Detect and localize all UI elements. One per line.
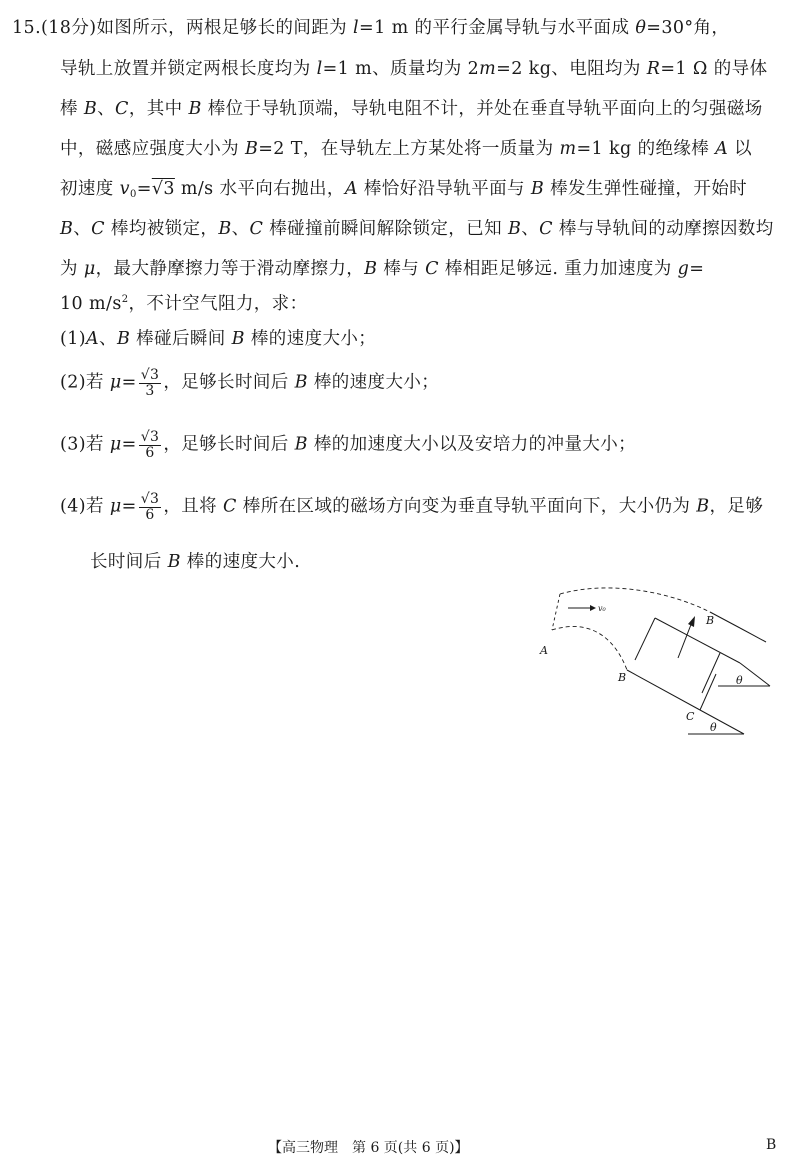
text-run: = xyxy=(136,179,152,199)
field-arrowhead xyxy=(688,616,695,627)
math-variable: μ xyxy=(109,372,122,393)
text-run: 棒均被锁定， xyxy=(104,219,219,239)
label-c-rod: C xyxy=(686,710,695,723)
math-variable: B xyxy=(696,496,710,517)
math-variable: R xyxy=(646,59,661,79)
math-variable: B xyxy=(530,179,545,199)
math-variable: m xyxy=(559,139,577,159)
incline-lower xyxy=(700,710,744,734)
math-variable: C xyxy=(115,99,129,119)
math-variable: C xyxy=(223,496,237,517)
text-run: 、 xyxy=(99,329,117,349)
text-run: =1 m、质量均为 2 xyxy=(322,59,480,79)
label-theta-top: θ xyxy=(736,674,743,687)
question-4-cont xyxy=(90,548,300,573)
question-4 xyxy=(60,492,763,522)
text-run: 0 xyxy=(129,189,137,200)
problem-line-6 xyxy=(60,255,704,280)
text-run: (3)若 xyxy=(60,434,110,455)
text-run: =1 Ω 的导体 xyxy=(660,59,768,79)
text-run: 棒相距足够远. 重力加速度为 xyxy=(438,259,678,279)
math-variable: B xyxy=(294,372,308,393)
math-variable: B xyxy=(60,219,74,239)
fraction-numerator: √3 xyxy=(140,429,160,445)
text-run: =30°角， xyxy=(646,18,730,38)
text-run: 棒碰撞前瞬间解除锁定，已知 xyxy=(263,219,508,239)
fraction-denominator: 6 xyxy=(145,444,155,461)
text-run: 棒所在区域的磁场方向变为垂直导轨平面向下，大小仍为 xyxy=(236,496,697,517)
math-variable: A xyxy=(344,179,358,199)
text-run: = xyxy=(121,372,137,393)
text-run: 棒恰好沿导轨平面与 xyxy=(357,179,531,199)
problem-line-7 xyxy=(60,290,307,315)
problem-line-2 xyxy=(60,95,763,120)
math-variable: C xyxy=(91,219,105,239)
math-variable: B xyxy=(294,434,308,455)
text-run: 棒位于导轨顶端，导轨电阻不计，并处在垂直导轨平面向上的匀强磁场 xyxy=(201,99,763,119)
question-2 xyxy=(60,368,439,398)
text-run: 为 xyxy=(60,259,84,279)
text-run: 棒的速度大小； xyxy=(307,372,440,393)
text-run: ，足够长时间后 xyxy=(163,434,295,455)
text-run: 棒的速度大小. xyxy=(180,552,301,572)
label-theta-bottom: θ xyxy=(710,721,717,734)
label-a: A xyxy=(540,644,548,657)
problem-number: 15. xyxy=(12,18,42,38)
text-run: =2 T，在导轨左上方某处将一质量为 xyxy=(258,139,560,159)
text-run: (2)若 xyxy=(60,372,110,393)
math-variable: m xyxy=(479,59,497,79)
rail-upper-mid xyxy=(655,618,740,663)
text-run: 、 xyxy=(231,219,250,239)
field-boundary-left xyxy=(635,618,655,660)
rails-diagram xyxy=(530,578,780,748)
math-variable: B xyxy=(167,552,181,572)
math-variable: B xyxy=(244,139,259,159)
text-run: 导轨上放置并锁定两根长度均为 xyxy=(60,59,317,79)
incline-upper xyxy=(740,663,770,686)
text-run: = xyxy=(121,434,137,455)
math-variable: θ xyxy=(635,18,647,38)
text-run: =1 m 的平行金属导轨与水平面成 xyxy=(359,18,636,38)
text-run: 棒 xyxy=(60,99,84,119)
text-run: 初速度 xyxy=(60,179,120,199)
text-run: ，最大静摩擦力等于滑动摩擦力， xyxy=(95,259,365,279)
math-variable: B xyxy=(507,219,522,239)
math-variable: C xyxy=(249,219,264,239)
label-b-rod: B xyxy=(618,671,627,684)
question-3 xyxy=(60,430,636,460)
text-run: (4)若 xyxy=(60,496,110,517)
label-b-field: B xyxy=(706,614,715,627)
math-variable: B xyxy=(116,329,131,349)
question-1 xyxy=(60,325,376,350)
text-run: m/s 水平向右抛出， xyxy=(174,179,345,199)
math-variable: μ xyxy=(109,496,122,517)
text-run: 、 xyxy=(521,219,540,239)
text-run: ，其中 xyxy=(128,99,189,119)
math-variable: A xyxy=(715,139,729,159)
math-variable: l xyxy=(316,59,323,79)
math-variable: l xyxy=(353,18,360,38)
text-run: 中，磁感应强度大小为 xyxy=(60,139,245,159)
math-variable: A xyxy=(86,329,100,349)
text-run: 以 xyxy=(728,139,753,159)
trajectory-lower xyxy=(552,626,627,670)
text-run: 棒碰后瞬间 xyxy=(130,329,232,349)
math-variable: g xyxy=(677,259,690,279)
text-run: 、 xyxy=(73,219,92,239)
text-run: ，足够长时间后 xyxy=(163,372,295,393)
text-run: 棒发生弹性碰撞，开始时 xyxy=(544,179,748,199)
text-run: =2 kg、电阻均为 xyxy=(496,59,647,79)
rail-lower xyxy=(627,670,700,710)
text-run: 棒的加速度大小以及安培力的冲量大小； xyxy=(307,434,637,455)
math-variable: B xyxy=(83,99,98,119)
text-run: 棒与导轨间的动摩擦因数均 xyxy=(552,219,774,239)
field-boundary-mid xyxy=(702,653,720,693)
text-run: √3 xyxy=(151,179,175,199)
fraction-numerator: √3 xyxy=(140,367,160,383)
fraction-denominator: 3 xyxy=(145,382,155,399)
page-footer: 【高三物理 第 6 页(共 6 页)】 xyxy=(268,1140,469,1156)
text-run: ，不计空气阻力，求： xyxy=(128,294,308,314)
text-run: 2 xyxy=(121,294,129,305)
math-variable: μ xyxy=(109,434,122,455)
trajectory-start xyxy=(552,594,560,630)
problem-line-1 xyxy=(60,55,767,80)
paper-version: B xyxy=(766,1137,777,1153)
text-run: 棒与 xyxy=(377,259,426,279)
text-run: ，足够 xyxy=(709,496,764,517)
text-run: ，且将 xyxy=(163,496,224,517)
math-variable: B xyxy=(364,259,378,279)
field-arrow xyxy=(678,622,692,658)
text-run: 长时间后 xyxy=(90,552,168,572)
problem-line-0 xyxy=(96,18,729,38)
fraction-numerator: √3 xyxy=(140,491,160,507)
problem-line-3 xyxy=(60,135,752,160)
label-v0: v₀ xyxy=(598,604,606,613)
fraction xyxy=(139,368,162,398)
math-variable: C xyxy=(539,219,553,239)
math-variable: B xyxy=(231,329,245,349)
problem-score: (18分) xyxy=(41,18,97,38)
rail-upper-ext xyxy=(740,628,766,642)
rail-upper xyxy=(710,612,740,628)
text-run: = xyxy=(121,496,137,517)
math-variable: μ xyxy=(83,259,96,279)
math-variable: v xyxy=(119,179,130,199)
text-run: 棒的速度大小； xyxy=(244,329,377,349)
text-run: (1) xyxy=(60,329,86,349)
v0-arrowhead xyxy=(590,605,596,611)
problem-line-5 xyxy=(60,215,774,240)
text-run: 、 xyxy=(97,99,116,119)
text-run: = xyxy=(689,259,705,279)
math-variable: B xyxy=(188,99,202,119)
text-run: 如图所示，两根足够长的间距为 xyxy=(96,18,354,38)
fraction-denominator: 6 xyxy=(145,506,155,523)
fraction xyxy=(139,430,162,460)
problem-number-line xyxy=(12,14,729,39)
text-run: 10 m/s xyxy=(60,294,122,314)
math-variable: B xyxy=(218,219,232,239)
text-run: =1 kg 的绝缘棒 xyxy=(576,139,716,159)
math-variable: C xyxy=(425,259,439,279)
problem-line-4 xyxy=(60,175,747,200)
fraction xyxy=(139,492,162,522)
